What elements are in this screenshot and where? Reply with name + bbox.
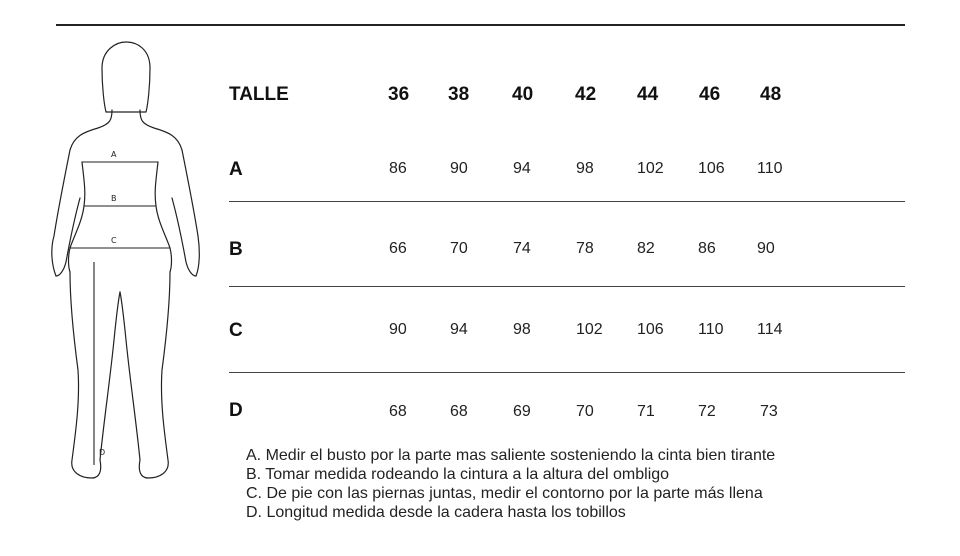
size-header: 36 — [388, 84, 410, 105]
size-header: 40 — [512, 84, 534, 105]
table-cell: 86 — [389, 160, 407, 177]
table-cell: 82 — [637, 240, 655, 257]
table-cell: 110 — [698, 321, 724, 338]
row-label-d: D — [229, 400, 243, 421]
size-header: 44 — [637, 84, 659, 105]
size-header: 42 — [575, 84, 597, 105]
note-b: B. Tomar medida rodeando la cintura a la altura del ombligo — [246, 466, 670, 483]
row-label-c: C — [229, 320, 243, 341]
size-header: 38 — [448, 84, 470, 105]
measurement-instructions — [246, 446, 936, 522]
table-cell: 106 — [637, 321, 664, 338]
table-cell: 114 — [757, 321, 783, 338]
figure-label-b: B — [111, 194, 117, 203]
table-cell: 98 — [513, 321, 531, 338]
table-cell: 102 — [637, 160, 664, 177]
note-d: D. Longitud medida desde la cadera hasta los tobillos — [246, 504, 626, 521]
table-cell: 90 — [450, 160, 468, 177]
note-c: C. De pie con las piernas juntas, medir el contorno por la parte más llena — [246, 485, 763, 502]
table-cell: 70 — [576, 403, 594, 420]
table-cell: 94 — [513, 160, 531, 177]
table-cell: 69 — [513, 403, 531, 420]
table-cell: 90 — [389, 321, 407, 338]
table-cell: 110 — [757, 160, 783, 177]
row-divider — [229, 286, 905, 287]
table-cell: 66 — [389, 240, 407, 257]
table-cell: 70 — [450, 240, 468, 257]
note-a: A. Medir el busto por la parte mas saliente sosteniendo la cinta bien tirante — [246, 447, 776, 464]
figure-label-a: A — [111, 150, 117, 159]
figure-label-c: C — [111, 236, 117, 245]
row-divider — [229, 372, 905, 373]
figure-label-d: D — [99, 448, 106, 457]
row-label-a: A — [229, 159, 243, 180]
table-cell: 102 — [576, 321, 603, 338]
size-header: 46 — [699, 84, 721, 105]
table-cell: 90 — [757, 240, 775, 257]
table-cell: 68 — [389, 403, 407, 420]
table-cell: 94 — [450, 321, 468, 338]
row-label-b: B — [229, 239, 243, 260]
table-cell: 68 — [450, 403, 468, 420]
table-cell: 72 — [698, 403, 716, 420]
size-header: 48 — [760, 84, 782, 105]
table-cell: 73 — [760, 403, 778, 420]
table-cell: 106 — [698, 160, 725, 177]
table-cell: 74 — [513, 240, 531, 257]
table-cell: 98 — [576, 160, 594, 177]
talle-header: TALLE — [229, 84, 289, 105]
table-cell: 86 — [698, 240, 716, 257]
row-divider — [229, 201, 905, 202]
table-cell: 78 — [576, 240, 594, 257]
table-cell: 71 — [637, 403, 655, 420]
